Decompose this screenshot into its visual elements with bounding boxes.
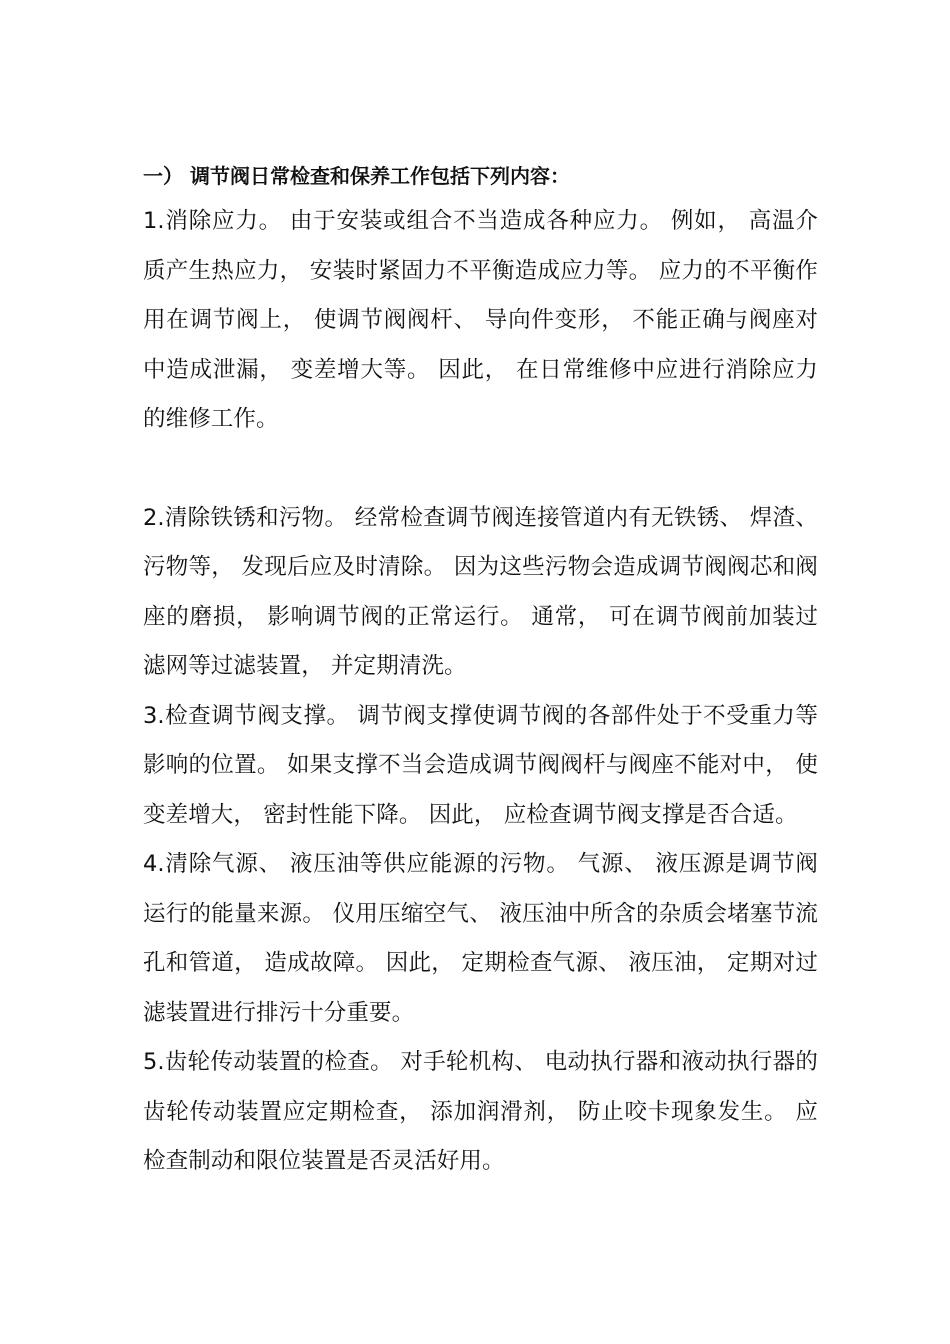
paragraph-remove-rust: 2.清除铁锈和污物。 经常检查调节阀连接管道内有无铁锈、 焊渣、 污物等， 发现后应及时清除。 因为这些污物会造成调节阀阀芯和阀座的磨损， 影响调节阀的正常运行。 通常， 可在调节阀前加装过滤网等过滤装置， 并定期清洗。: [143, 504, 818, 679]
paragraph-gear-inspection: 5.齿轮传动装置的检查。 对手轮机构、 电动执行器和液动执行器的齿轮传动装置应定期检查， 添加润滑剂， 防止咬卡现象发生。 应检查制动和限位装置是否灵活好用。: [143, 1049, 818, 1174]
paragraph-clean-supply: 4.清除气源、 液压油等供应能源的污物。 气源、 液压源是调节阀运行的能量来源。 仪用压缩空气、 液压油中所含的杂质会堵塞节流孔和管道， 造成故障。 因此， 定期检查气源、 液压油， 定期对过滤装置进行排污十分重要。: [143, 851, 818, 1026]
paragraph-check-support: 3.检查调节阀支撑。 调节阀支撑使调节阀的各部件处于不受重力等影响的位置。 如果支撑不当会造成调节阀阀杆与阀座不能对中， 使变差增大， 密封性能下降。 因此， 应检查调节阀支撑是否合适。: [143, 702, 818, 828]
paragraph-relieve-stress: 1.消除应力。 由于安装或组合不当造成各种应力。 例如， 高温介质产生热应力， 安装时紧固力不平衡造成应力等。 应力的不平衡作用在调节阀上， 使调节阀阀杆、 导向件变形， 不能正确与阀座对中造成泄漏， 变差增大等。 因此， 在日常维修中应进行消除应力的维修工作。: [143, 208, 818, 432]
section-heading: 一） 调节阀日常检查和保养工作包括下列内容：: [143, 164, 570, 188]
document-body: [143, 157, 818, 1187]
